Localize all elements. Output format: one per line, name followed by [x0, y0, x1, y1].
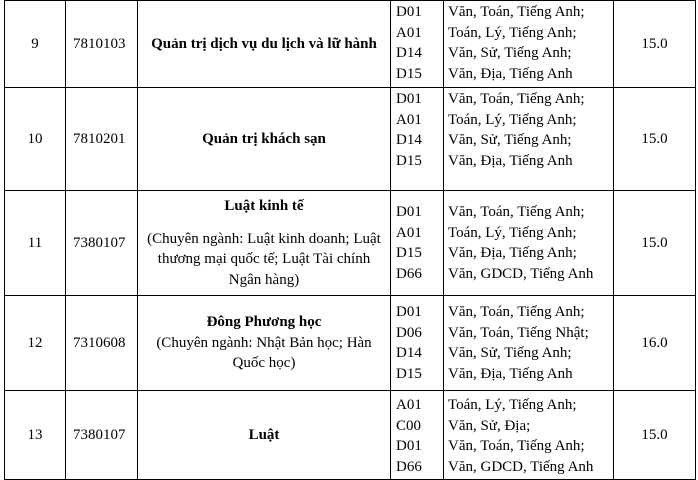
combo-subjects [444, 296, 614, 391]
major-code: 7380107 [66, 191, 138, 296]
major-cell [138, 88, 391, 191]
subject-group: Văn, Toán, Tiếng Anh; [448, 438, 585, 454]
subject-group: Toán, Lý, Tiếng Anh; [448, 397, 577, 413]
subject-group: Văn, Địa, Tiếng Anh [448, 365, 573, 382]
combo-subjects [444, 191, 614, 296]
combo-code: C00 [396, 417, 422, 434]
combo-code: D01 [396, 438, 422, 454]
row-number: 10 [5, 88, 66, 191]
subject-group: Văn, Toán, Tiếng Anh; [448, 204, 585, 220]
combo-codes [391, 296, 444, 391]
major-name: Luật kinh tế [224, 198, 304, 214]
subject-group: Toán, Lý, Tiếng Anh; [448, 24, 577, 41]
combo-code: D01 [396, 204, 422, 220]
table-row [5, 191, 696, 296]
major-code: 7310608 [66, 296, 138, 391]
major-code: 7810201 [66, 88, 138, 191]
combo-code: D15 [396, 65, 422, 82]
subject-group: Văn, GDCD, Tiếng Anh [448, 265, 594, 282]
major-cell [138, 191, 391, 296]
subject-group: Văn, GDCD, Tiếng Anh [448, 458, 594, 475]
subject-group: Văn, Toán, Tiếng Anh; [448, 91, 585, 107]
combo-code: D14 [396, 132, 422, 148]
cutoff-score: 15.0 [614, 1, 696, 88]
combo-codes [391, 1, 444, 88]
subject-group: Văn, Sử, Địa; [448, 417, 531, 434]
subject-group: Toán, Lý, Tiếng Anh; [448, 111, 577, 128]
subject-group: Văn, Địa, Tiếng Anh; [448, 245, 577, 261]
combo-code: D14 [396, 345, 422, 361]
combo-code: D66 [396, 458, 422, 475]
combo-code: D01 [396, 4, 422, 20]
subject-group: Toán, Lý, Tiếng Anh; [448, 224, 577, 241]
major-name: Quản trị khách sạn [202, 130, 326, 147]
cutoff-score: 16.0 [614, 296, 696, 391]
combo-subjects [444, 391, 614, 480]
cutoff-score: 15.0 [614, 391, 696, 480]
combo-subjects [444, 1, 614, 88]
combo-code: A01 [396, 24, 422, 41]
subject-group: Văn, Sử, Tiếng Anh; [448, 345, 572, 361]
major-specializations: (Chuyên ngành: Nhật Bản học; Hàn Quốc học) [156, 334, 372, 372]
combo-code: D15 [396, 245, 422, 261]
combo-code: D15 [396, 365, 422, 382]
row-number: 9 [5, 1, 66, 88]
subject-group: Văn, Sử, Tiếng Anh; [448, 45, 572, 61]
row-number: 11 [5, 191, 66, 296]
major-cell [138, 391, 391, 480]
combo-code: D01 [396, 304, 422, 320]
table-row [5, 296, 696, 391]
combo-code: D14 [396, 45, 422, 61]
table-row [5, 1, 696, 88]
major-cell [138, 296, 391, 391]
cutoff-score: 15.0 [614, 191, 696, 296]
row-number: 12 [5, 296, 66, 391]
combo-codes [391, 391, 444, 480]
subject-group: Văn, Sử, Tiếng Anh; [448, 132, 572, 148]
combo-code: D66 [396, 265, 422, 282]
table-row [5, 88, 696, 191]
combo-code: A01 [396, 224, 422, 241]
admission-table [4, 0, 696, 480]
subject-group: Văn, Địa, Tiếng Anh [448, 65, 573, 82]
table-row [5, 391, 696, 480]
major-specializations: (Chuyên ngành: Luật kinh doanh; Luật thương mại quốc tế; Luật Tài chính Ngân hàng) [147, 230, 381, 288]
subject-group: Văn, Toán, Tiếng Nhật; [448, 324, 589, 341]
major-code: 7380107 [66, 391, 138, 480]
major-cell [138, 1, 391, 88]
combo-code: D01 [396, 91, 422, 107]
subject-group: Văn, Toán, Tiếng Anh; [448, 4, 585, 20]
major-code: 7810103 [66, 1, 138, 88]
row-number: 13 [5, 391, 66, 480]
combo-codes [391, 191, 444, 296]
combo-subjects [444, 88, 614, 191]
subject-group: Văn, Địa, Tiếng Anh [448, 152, 573, 169]
combo-code: D06 [396, 324, 422, 341]
major-name: Quản trị dịch vụ du lịch và lữ hành [151, 35, 377, 52]
combo-code: A01 [396, 397, 422, 413]
major-name: Đông Phương học [206, 314, 322, 331]
combo-code: D15 [396, 152, 422, 169]
combo-code: A01 [396, 111, 422, 128]
subject-group: Văn, Toán, Tiếng Anh; [448, 304, 585, 320]
combo-codes [391, 88, 444, 191]
major-name: Luật [248, 426, 280, 443]
cutoff-score: 15.0 [614, 88, 696, 191]
